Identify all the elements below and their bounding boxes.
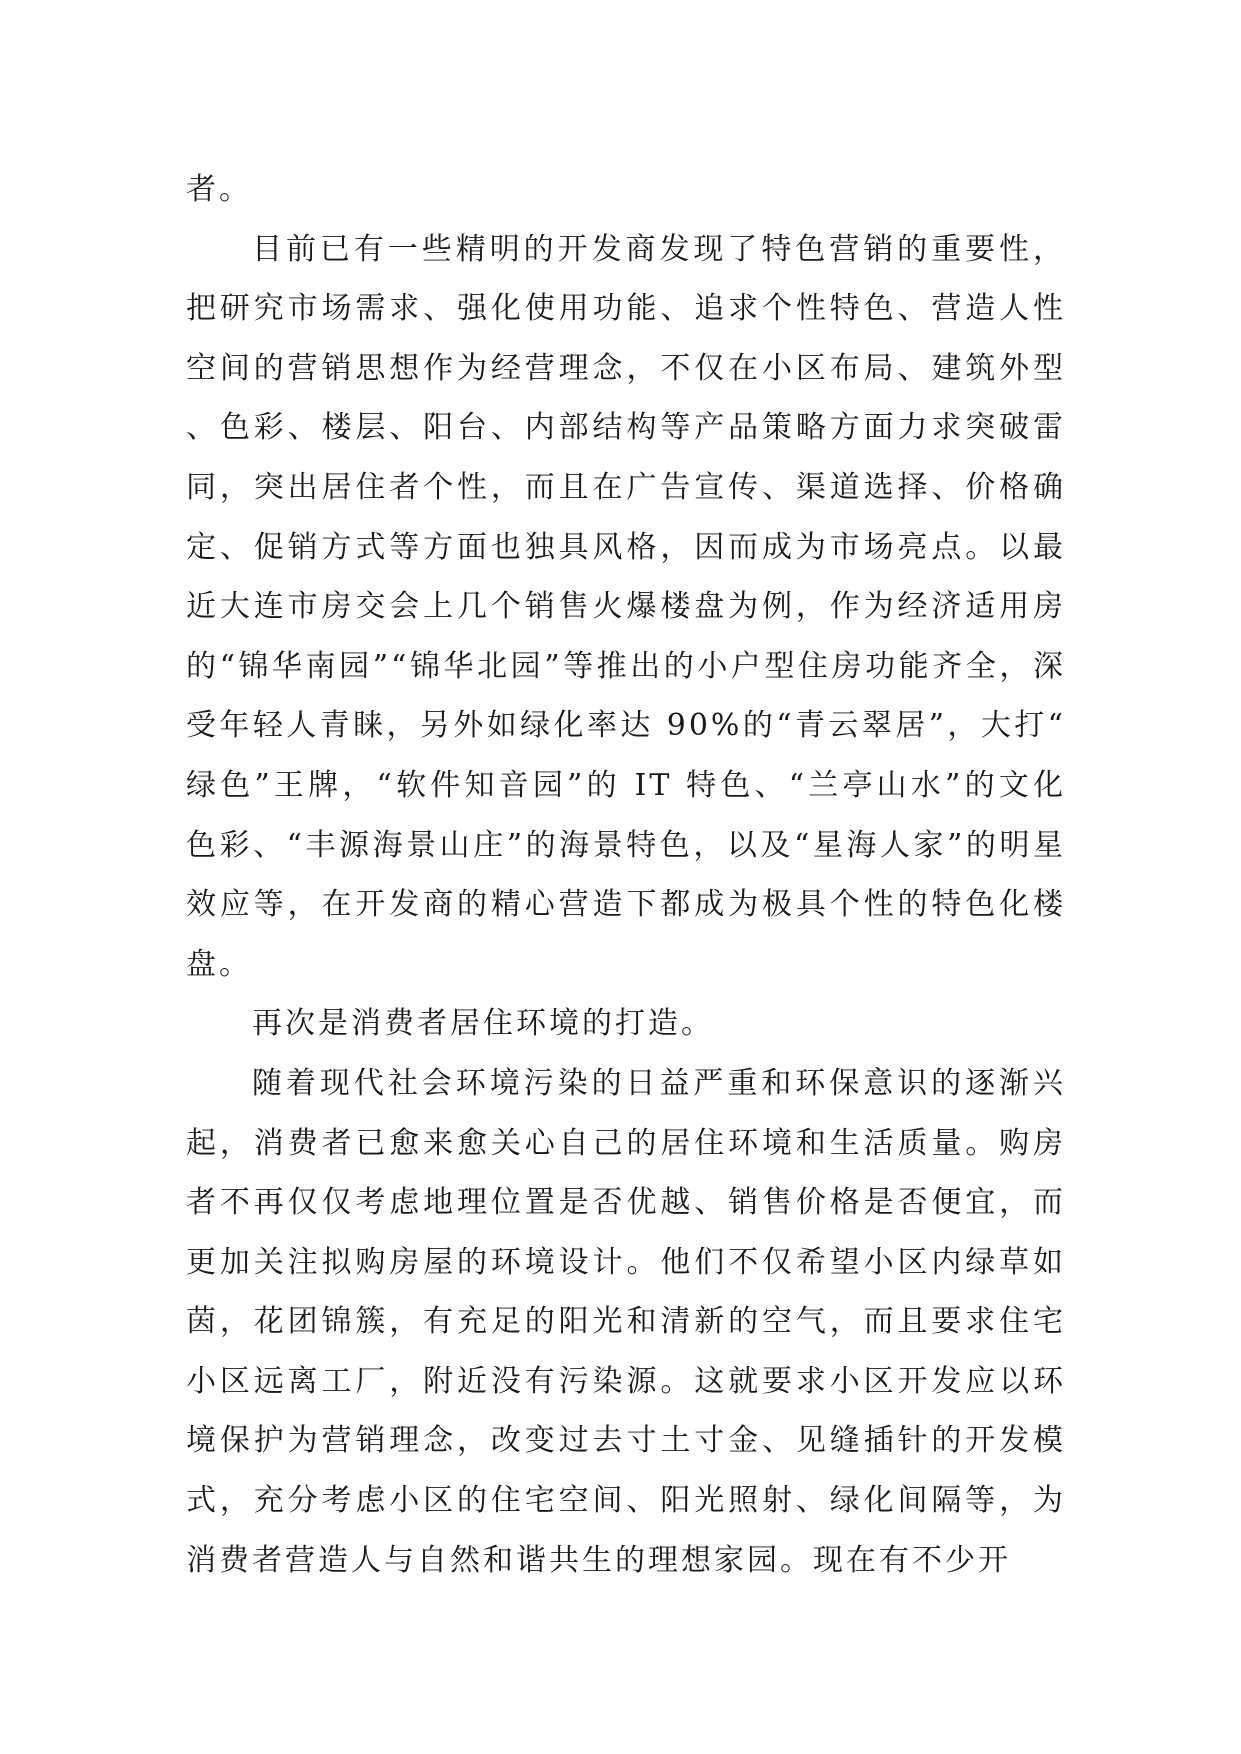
paragraph-continuation: 者。 xyxy=(186,172,252,207)
paragraph-living-environment: 随着现代社会环境污染的日益严重和环保意识的逐渐兴起，消费者已愈来愈关心自己的居住环境和生活质量。购房者不再仅仅考虑地理位置是否优越、销售价格是否便宜，而更加关注拟购房屋的环境设计。他们不仅希望小区内绿草如茵，花团锦簇，有充足的阳光和清新的空气，而且要求住宅小区远离工厂，附近没有污染源。这就要求小区开发应以环境保护为营销理念，改变过去寸土寸金、见缝插针的开发模式，充分考虑小区的住宅空间、阳光照射、绿化间隔等，为消费者营造人与自然和谐共生的理想家园。现在有不少开 xyxy=(186,1065,1066,1578)
body-text xyxy=(186,160,1066,1590)
paragraph-feature-marketing: 目前已有一些精明的开发商发现了特色营销的重要性，把研究市场需求、强化使用功能、追求个性特色、营造人性空间的营销思想作为经营理念，不仅在小区布局、建筑外型、色彩、楼层、阳台、内部结构等产品策略方面力求突破雷同，突出居住者个性，而且在广告宣传、渠道选择、价格确定、促销方式等方面也独具风格，因而成为市场亮点。以最近大连市房交会上几个销售火爆楼盘为例，作为经济适用房的“锦华南园”“锦华北园”等推出的小户型住房功能齐全，深受年轻人青睐，另外如绿化率达 90%的“青云翠居”，大打“绿色”王牌，“软件知音园”的 IT 特色、“兰亭山水”的文化色彩、“丰源海景山庄”的海景特色，以及“星海人家”的明星效应等，在开发商的精心营造下都成为极具个性的特色化楼盘。 xyxy=(186,231,1066,982)
paragraph-heading-environment: 再次是消费者居住环境的打造。 xyxy=(252,1006,714,1042)
